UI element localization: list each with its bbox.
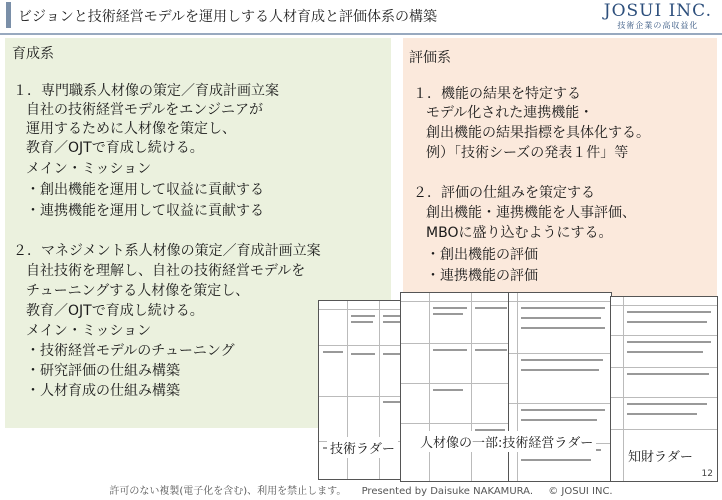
training-item2-line: ・研究評価の仕組み構築: [26, 363, 180, 379]
evaluation-panel: [403, 38, 717, 297]
evaluation-item1-line: 例）「技術シーズの発表１件」等: [426, 145, 629, 161]
training-item1-line: 教育／OJTで育成し続ける。: [26, 140, 204, 156]
page-number: 12: [701, 469, 713, 479]
training-item1-line: メイン・ミッション: [26, 161, 152, 177]
evaluation-item2-line: ・創出機能の評価: [426, 247, 538, 263]
training-heading: 育成系: [12, 46, 54, 62]
evaluation-item1-line: モデル化された連携機能・: [426, 105, 594, 121]
ip-ladder-label: 知財ラダー: [625, 445, 696, 466]
persona-document: [400, 292, 512, 482]
slide-footer: [0, 482, 722, 497]
training-item1-line: 自社の技術経営モデルをエンジニアが: [26, 102, 263, 118]
company-logo: [604, 2, 712, 31]
training-item2-line: ・技術経営モデルのチューニング: [26, 343, 235, 359]
company-credit: © JOSUI INC.: [548, 486, 613, 497]
slide-title: ビジョンと技術経営モデルを運用しする人材育成と評価体系の構築: [18, 9, 438, 25]
evaluation-heading: 評価系: [409, 50, 451, 66]
training-item1-line: ・連携機能を運用して収益に貢献する: [26, 203, 264, 219]
training-item2-line: メイン・ミッション: [26, 323, 152, 339]
training-item1-line: 運用するために人材像を策定し、: [26, 121, 236, 137]
training-item2-title: ２．マネジメント系人材像の策定／育成計画立案: [13, 243, 321, 259]
evaluation-item2-line: MBOに盛り込むようにする。: [426, 225, 613, 241]
training-item2-line: 教育／OJTで育成し続ける。: [26, 303, 204, 319]
evaluation-item2-line: ・連携機能の評価: [426, 268, 538, 284]
training-item1-title: １．専門職系人材像の策定／育成計画立案: [13, 83, 279, 99]
guidance-document: [508, 292, 612, 482]
evaluation-item1-line: 創出機能の結果指標を具体化する。: [426, 125, 650, 141]
evaluation-item2-title: ２．評価の仕組みを策定する: [413, 185, 595, 201]
title-accent-bar: [6, 2, 11, 28]
persona-label: 人材像の一部:技術経営ラダー: [417, 431, 596, 452]
training-item2-line: ・人材育成の仕組み構築: [26, 383, 180, 399]
evaluation-item2-line: 創出機能・連携機能を人事評価、: [426, 205, 636, 221]
header-divider: [0, 33, 722, 35]
logo-tagline: 技術企業の高収益化: [617, 21, 699, 30]
copyright-notice: 許可のない複製(電子化を含む)、利用を禁止します。: [109, 486, 347, 497]
logo-main-text: JOSUI INC.: [603, 1, 712, 21]
tech-ladder-label: 技術ラダー: [327, 437, 398, 458]
training-item2-line: 自社技術を理解し、自社の技術経営モデルを: [26, 263, 306, 279]
training-item1-line: ・創出機能を運用して収益に貢献する: [26, 182, 264, 198]
presenter-credit: Presented by Daisuke NAKAMURA.: [361, 486, 534, 497]
training-item2-line: チューニングする人材像を策定し、: [26, 283, 250, 299]
slide-header: [0, 0, 722, 34]
evaluation-item1-title: １．機能の結果を特定する: [413, 86, 581, 102]
